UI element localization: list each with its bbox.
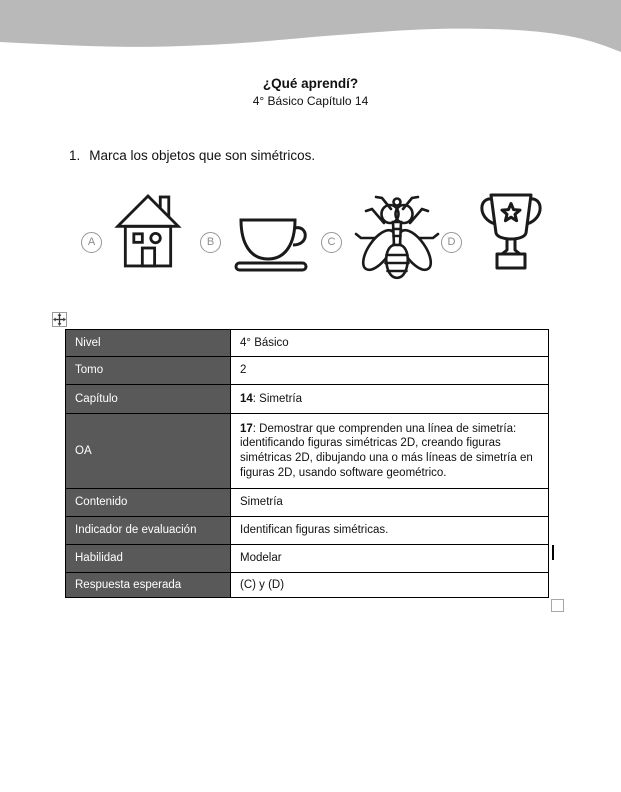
lesson-metadata-table bbox=[65, 329, 549, 598]
question-number: 1. bbox=[69, 148, 81, 163]
table-row bbox=[66, 385, 549, 414]
option-b bbox=[200, 196, 311, 288]
table-move-handle[interactable] bbox=[52, 312, 67, 327]
header-wave-decoration bbox=[0, 0, 621, 60]
table-row bbox=[66, 489, 549, 517]
question-1 bbox=[69, 148, 315, 163]
row-label-respuesta[interactable]: Respuesta esperada bbox=[66, 573, 231, 598]
page-subtitle: 4° Básico Capítulo 14 bbox=[252, 94, 369, 108]
page-title: ¿Qué aprendí? bbox=[262, 76, 359, 91]
row-label-indicador[interactable]: Indicador de evaluación bbox=[66, 517, 231, 545]
row-value-habilidad[interactable]: Modelar bbox=[231, 545, 549, 573]
option-d-label: D bbox=[441, 232, 462, 253]
option-a bbox=[81, 196, 182, 288]
option-a-label: A bbox=[81, 232, 102, 253]
fly-icon bbox=[354, 193, 440, 285]
title-block bbox=[0, 76, 621, 108]
option-c bbox=[321, 196, 440, 288]
row-label-capitulo[interactable]: Capítulo bbox=[66, 385, 231, 414]
table-row bbox=[66, 573, 549, 598]
table-row bbox=[66, 517, 549, 545]
table-row bbox=[66, 357, 549, 385]
trophy-icon bbox=[474, 191, 548, 273]
table-row bbox=[66, 414, 549, 489]
option-c-label: C bbox=[321, 232, 342, 253]
option-b-label: B bbox=[200, 232, 221, 253]
row-value-respuesta[interactable]: (C) y (D) bbox=[231, 573, 549, 598]
row-value-nivel[interactable]: 4° Básico bbox=[231, 330, 549, 357]
house-icon bbox=[114, 191, 182, 271]
row-value-tomo[interactable]: 2 bbox=[231, 357, 549, 385]
row-label-nivel[interactable]: Nivel bbox=[66, 330, 231, 357]
teacup-icon bbox=[233, 218, 311, 272]
row-label-contenido[interactable]: Contenido bbox=[66, 489, 231, 517]
table-row bbox=[66, 330, 549, 357]
row-label-tomo[interactable]: Tomo bbox=[66, 357, 231, 385]
question-text: Marca los objetos que son simétricos. bbox=[89, 148, 316, 163]
row-value-capitulo[interactable]: 14: Simetría bbox=[231, 385, 549, 414]
row-label-oa[interactable]: OA bbox=[66, 414, 231, 489]
row-value-oa[interactable]: 17: Demostrar que comprenden una línea de simetría: identificando figuras simétricas 2D, creando figuras simétricas 2D, dibujando una o más líneas de simetría en figuras 2D, usando software geométrico. bbox=[231, 414, 549, 489]
row-label-habilidad[interactable]: Habilidad bbox=[66, 545, 231, 573]
table-resize-handle[interactable] bbox=[551, 599, 564, 612]
row-value-contenido[interactable]: Simetría bbox=[231, 489, 549, 517]
option-d bbox=[441, 196, 548, 288]
row-value-indicador[interactable]: Identifican figuras simétricas. bbox=[231, 517, 549, 545]
text-cursor bbox=[552, 545, 554, 560]
move-arrows-icon bbox=[53, 313, 66, 326]
table-row bbox=[66, 545, 549, 573]
